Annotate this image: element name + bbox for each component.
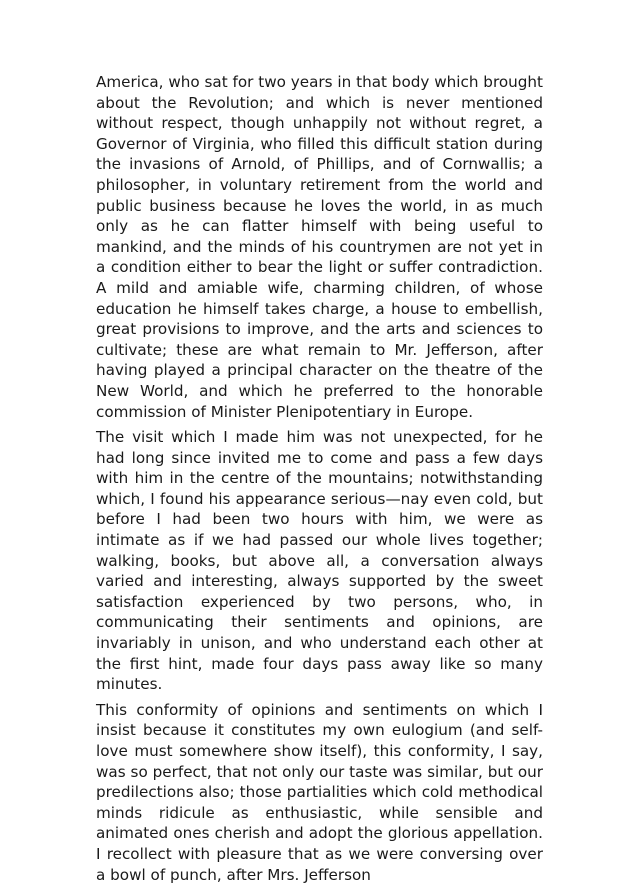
paragraph-1: America, who sat for two years in that body which brought about the Revolution; and which is never mentioned without respect, though unhappily not without regret, a Governor of Virginia, who filled this difficult station during the invasions of Arnold, of Phillips, and of Cornwallis; a philosopher, in voluntary retirement from the world and public business because he loves the world, in as much only as he can flatter himself with being useful to mankind, and the minds of his countrymen are not yet in a condition either to bear the light or suffer contradiction. A mild and amiable wife, charming children, of whose education he himself takes charge, a house to embellish, great provisions to improve, and the arts and sciences to cultivate; these are what remain to Mr. Jefferson, after having played a principal character on the theatre of the New World, and which he preferred to the honorable commission of Minister Plenipotentiary in Europe. (96, 73, 543, 421)
document-page (96, 72, 543, 885)
paragraph-3: This conformity of opinions and sentiments on which I insist because it constitutes my own eulogium (and self-love must somewhere show itself), this conformity, I say, was so perfect, that not only our taste was similar, but our predilections also; those partialities which cold methodical minds ridicule as enthusiastic, while sensible and animated ones cherish and adopt the glorious appellation. I recollect with pleasure that as we were conversing over a bowl of punch, after Mrs. Jefferson (96, 700, 543, 884)
paragraph-2: The visit which I made him was not unexpected, for he had long since invited me to come and pass a few days with him in the centre of the mountains; notwithstanding which, I found his appearance serious—nay even cold, but before I had been two hours with him, we were as intimate as if we had passed our whole lives together; walking, books, but above all, a conversation always varied and interesting, always supported by the sweet satisfaction experienced by two persons, who, in communicating their sentiments and opinions, are invariably in unison, and who understand each other at the first hint, made four days pass away like so many minutes. (96, 428, 543, 694)
